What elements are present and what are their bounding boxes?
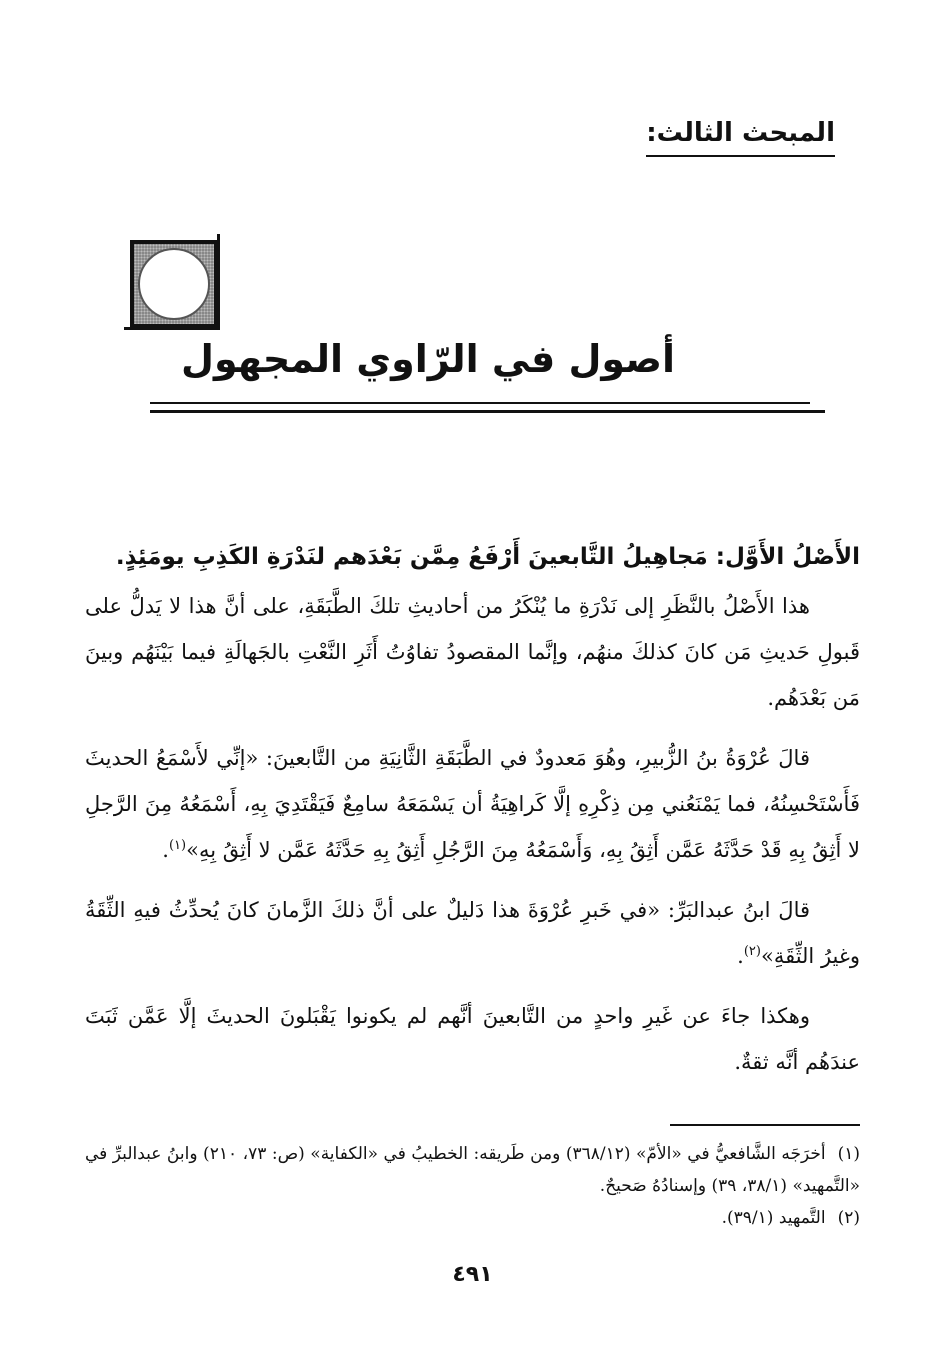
footnote-text: التَّمهيد (٣٩/١).: [721, 1208, 826, 1228]
paragraph-text: قالَ عُرْوَةُ بنُ الزُّبيرِ، وهُوَ مَعدودٌ في الطَّبَقَةِ الثَّانِيَةِ من التَّابعينَ: «إنِّي لأَسْمَعُ الحديثَ فَأَسْتَحْسِنُهُ، فما يَمْنَعُني مِن ذِكْرِهِ إلَّا كَراهِيَةُ أن يَسْمَعَهُ سامِعٌ فَيَقْتَدِيَ بِهِ، أَسْمَعُهُ مِنَ الرَّجلِ لا أَثِقُ بِهِ قَدْ حَدَّثَهُ عَمَّن أَثِقُ بِهِ، وَأَسْمَعُهُ مِنَ الرَّجُلِ أَثِقُ بِهِ حَدَّثَهُ عَمَّن لا أَثِقُ بِهِ»: [85, 746, 860, 862]
chapter-title: أصول في الرّاوي المجهول: [181, 337, 675, 381]
footnote-separator: [670, 1124, 860, 1126]
footnote-ref: (١): [168, 838, 187, 853]
page-number: ٤٩١: [452, 1262, 493, 1287]
title-underline-thin: [150, 402, 810, 404]
ornament-circle: [138, 248, 210, 320]
section-heading: الأَصْلُ الأَوَّل: مَجاهِيلُ التَّابعينَ أَرْفَعُ مِمَّن بَعْدَهم لنَدْرَةِ الكَذِبِ يومَئِذٍ.: [115, 544, 860, 570]
main-text: [85, 535, 860, 1099]
paragraph-2: قالَ عُرْوَةُ بنُ الزُّبيرِ، وهُوَ مَعدودٌ في الطَّبَقَةِ الثَّانِيَةِ من التَّابعينَ: «إنِّي لأَسْمَعُ الحديثَ فَأَسْتَحْسِنُهُ، فما يَمْنَعُني مِن ذِكْرِهِ إلَّا كَراهِيَةُ أن يَسْمَعَهُ سامِعٌ فَيَقْتَدِيَ بِهِ، أَسْمَعُهُ مِنَ الرَّجلِ لا أَثِقُ بِهِ قَدْ حَدَّثَهُ عَمَّن أَثِقُ بِهِ، وَأَسْمَعُهُ مِنَ الرَّجُلِ أَثِقُ بِهِ حَدَّثَهُ عَمَّن لا أَثِقُ بِهِ»$^{(١)}$.: [85, 746, 860, 862]
paragraph-3: قالَ ابنُ عبدالبَرِّ: «في خَبرِ عُرْوَةَ هذا دَليلٌ على أنَّ ذلكَ الزَّمانَ كانَ يُحدِّثُ فيهِ الثِّقَةُ وغيرُ الثِّقَةِ»$^{(٢)}$.: [85, 898, 860, 968]
footnotes: [85, 1138, 860, 1234]
footnote-text: أخرَجَه الشَّافعيُّ في «الأمّ» (٣٦٨/١٢) ومن طَريقه: الخطيبُ في «الكفاية» (ص: ٧٣، ٢١٠) وابنُ عبدالبرِّ في «التَّمهيد» (٣٨/١، ٣٩) وإسنادُهُ صَحيحٌ.: [85, 1144, 860, 1196]
footnote-number: (٢): [837, 1208, 860, 1228]
paragraph-4: [85, 993, 860, 1085]
footnote-2: [85, 1202, 860, 1234]
running-header: المبحث الثالث:: [646, 118, 835, 157]
title-underline-thick: [150, 410, 825, 413]
paragraph-1: [85, 583, 860, 721]
footnote-ref: (٢): [743, 944, 761, 959]
chapter-ornament: [130, 240, 218, 328]
paragraph-text: هذا الأَصْلُ بالنَّظَرِ إلى نَدْرَةِ ما يُنْكَرُ من أحاديثِ تلكَ الطَّبَقَةِ، على أنَّ هذا لا يَدلُّ على قَبولِ حَديثِ مَن كانَ كذلكَ منهُم، وإنَّما المقصودُ تفاوُتُ أَثَرِ النَّعْتِ بالجَهالَةِ فيما بَيْنَهُم وبينَ مَن بَعْدَهُم.: [85, 594, 860, 710]
footnote-number: (١): [837, 1144, 860, 1164]
footnote-1: [85, 1138, 860, 1202]
paragraph-text: قالَ ابنُ عبدالبَرِّ: «في خَبرِ عُرْوَةَ هذا دَليلٌ على أنَّ ذلكَ الزَّمانَ كانَ يُحدِّثُ فيهِ الثِّقَةُ وغيرُ الثِّقَةِ»: [85, 898, 860, 968]
paragraph-text: وهكذا جاءَ عن غَيرِ واحدٍ من التَّابعينَ أنَّهم لم يكونوا يَقْبَلونَ الحديثَ إلَّا عَمَّن ثَبَتَ عندَهُم أنَّه ثقةٌ.: [85, 1004, 860, 1074]
